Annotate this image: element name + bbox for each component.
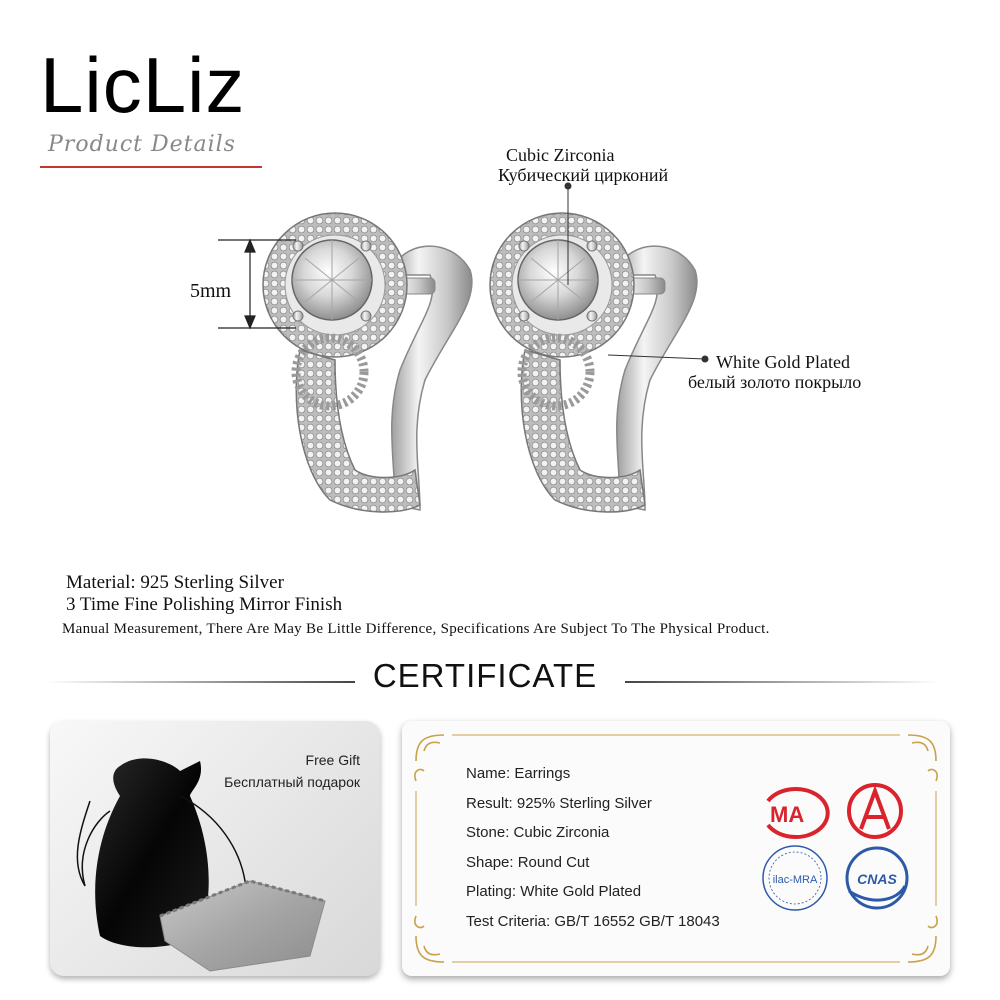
heading-rule-right (625, 681, 940, 683)
ma-logo-text: MA (770, 802, 805, 827)
dimension-label: 5mm (190, 280, 232, 302)
cal-logo (849, 785, 901, 837)
spec-finish: 3 Time Fine Polishing Mirror Finish (66, 594, 343, 615)
cert-item-result: Result: 925% Sterling Silver (466, 794, 652, 812)
spec-material: Material: 925 Sterling Silver (66, 572, 284, 593)
certificate-title: CERTIFICATE (372, 657, 598, 694)
certificate-details (466, 763, 720, 940)
stone-label-en: Cubic Zirconia (506, 145, 615, 165)
cnas-logo (847, 848, 907, 908)
brand-subtitle: Product Details (48, 132, 236, 157)
gift-label-en: Free Gift (305, 752, 360, 768)
plating-label-en: White Gold Plated (716, 352, 850, 372)
ilac-logo (763, 846, 827, 910)
cert-item-name: Name: Earrings (466, 765, 571, 782)
spec-note: Manual Measurement, There Are May Be Little Difference, Specifications Are Subject To The Physical Product. (62, 621, 770, 637)
ilac-logo-text: ilac-MRA (772, 874, 818, 886)
right-earring (490, 213, 697, 512)
cert-item-plating: Plating: White Gold Plated (466, 883, 642, 900)
plating-callout (688, 352, 862, 392)
cnas-logo-text: CNAS (857, 871, 897, 887)
cert-item-test-criteria: Test Criteria: GB/T 16552 GB/T 18043 (466, 912, 720, 930)
stone-callout (498, 145, 668, 185)
cert-item-stone: Stone: Cubic Zirconia (466, 824, 610, 841)
stone-label-ru: Кубический цирконий (498, 165, 669, 185)
specs-block (62, 572, 770, 640)
left-earring (263, 213, 472, 512)
certificate-card (402, 721, 950, 976)
certificate-heading (0, 657, 1000, 701)
cert-item-shape: Shape: Round Cut (466, 853, 590, 871)
plating-label-ru: белый золото покрыло (688, 372, 862, 392)
heading-rule-left (45, 681, 355, 683)
gift-card (50, 721, 380, 976)
ma-logo (768, 789, 828, 837)
brand-logo: LicLiz (40, 41, 246, 129)
gift-label-ru: Бесплатный подарок (224, 774, 360, 790)
gift-caption (224, 749, 360, 793)
